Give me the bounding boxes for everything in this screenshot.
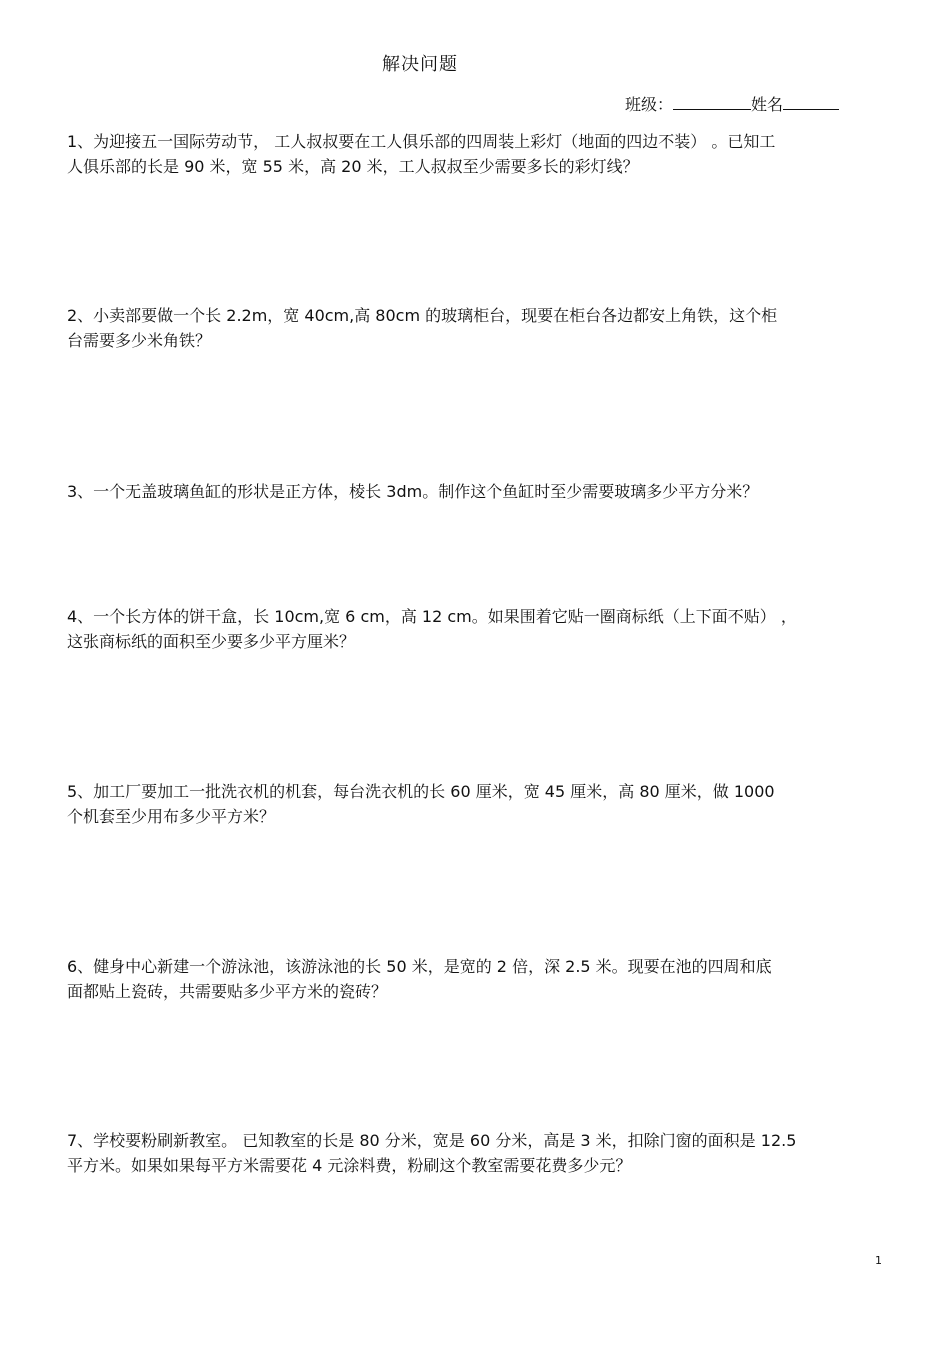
question-5 (67, 779, 887, 829)
question-6 (67, 954, 887, 1004)
question-7 (67, 1128, 887, 1178)
question-line: 4、一个长方体的饼干盒，长 10cm,宽 6 cm，高 12 cm。如果围着它贴一圈商标纸（上下面不贴） ， (67, 607, 797, 626)
question-line: 3、一个无盖玻璃鱼缸的形状是正方体，棱长 3dm。制作这个鱼缸时至少需要玻璃多少平方分米？ (67, 482, 759, 501)
question-line: 5、加工厂要加工一批洗衣机的机套，每台洗衣机的长 60 厘米，宽 45 厘米，高 80 厘米，做 1000 (67, 782, 775, 801)
question-line: 2、小卖部要做一个长 2.2m，宽 40cm,高 80cm 的玻璃柜台，现要在柜台各边都安上角铁，这个柜 (67, 306, 778, 325)
question-3 (67, 479, 887, 504)
question-4 (67, 604, 887, 654)
question-line: 6、健身中心新建一个游泳池，该游泳池的长 50 米，是宽的 2 倍，深 2.5 米。现要在池的四周和底 (67, 957, 772, 976)
question-line: 7、学校要粉刷新教室。 已知教室的长是 80 分米，宽是 60 分米，高是 3 米，扣除门窗的面积是 12.5 (67, 1131, 797, 1150)
question-line: 台需要多少米角铁？ (67, 331, 212, 350)
question-2 (67, 303, 887, 353)
question-line: 平方米。如果如果每平方米需要花 4 元涂料费，粉刷这个教室需要花费多少元？ (67, 1156, 632, 1175)
class-name-line (625, 92, 839, 115)
name-blank (783, 95, 839, 110)
question-line: 人俱乐部的长是 90 米，宽 55 米，高 20 米，工人叔叔至少需要多长的彩灯线？ (67, 157, 639, 176)
question-line: 个机套至少用布多少平方米？ (67, 807, 276, 826)
class-label: 班级： (625, 95, 674, 114)
question-line: 1、为迎接五一国际劳动节， 工人叔叔要在工人俱乐部的四周装上彩灯（地面的四边不装） 。已知工 (67, 132, 776, 151)
question-line: 这张商标纸的面积至少要多少平方厘米？ (67, 632, 356, 651)
page-number: 1 (875, 1254, 882, 1267)
name-label: 姓名 (751, 95, 784, 114)
class-blank (673, 95, 751, 110)
question-1 (67, 129, 887, 179)
question-line: 面都贴上瓷砖，共需要贴多少平方米的瓷砖？ (67, 982, 388, 1001)
page-title: 解决问题 (382, 54, 458, 75)
